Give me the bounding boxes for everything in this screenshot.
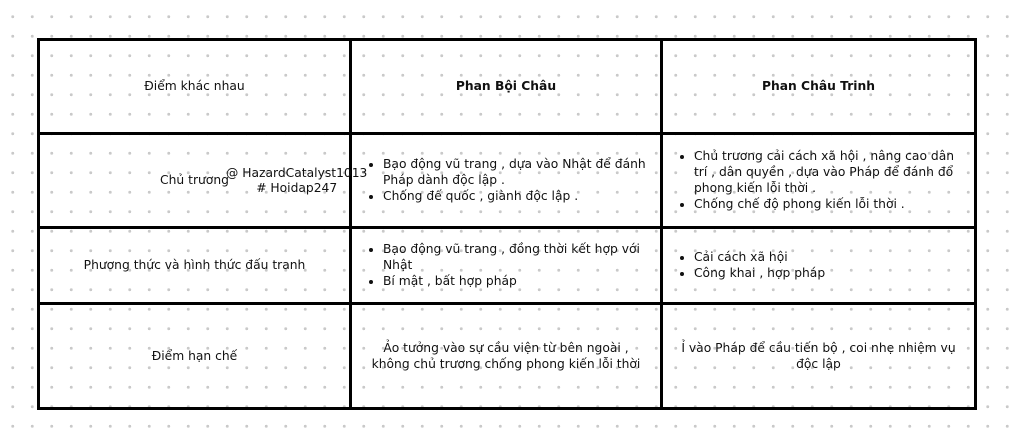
watermark-line-2: # Hoidap247 xyxy=(256,181,338,196)
list-item: • Chủ trương cải cách xã hội , nâng cao dân trí , dân quyền , dựa vào Pháp để đánh đổ phong kiến lỗi thời . xyxy=(694,148,962,196)
bullet-list xyxy=(675,249,962,281)
comparison-table xyxy=(37,38,977,410)
table-row xyxy=(39,133,976,227)
pbc-cell xyxy=(350,133,661,227)
bullet-list xyxy=(364,241,648,289)
list-item: • Bí mật , bất hợp pháp xyxy=(383,273,648,289)
watermark-line-1: @ HazardCatalyst1013 xyxy=(226,166,368,181)
list-item: • Chống đế quốc , giành độc lập . xyxy=(383,188,648,204)
row-label-cell xyxy=(39,133,368,227)
pct-cell xyxy=(661,227,975,303)
pct-cell xyxy=(661,133,975,227)
list-item: • Bạo động vũ trang , dựa vào Nhật để đánh Pháp dành độc lập . xyxy=(383,156,648,188)
pct-cell: Ỉ vào Pháp để cầu tiến bộ , coi nhẹ nhiệm vụ độc lập xyxy=(661,303,975,408)
watermark xyxy=(226,166,367,196)
list-item: • Bạo động vũ trang , đồng thời kết hợp với Nhật xyxy=(383,241,648,273)
list-item: • Cải cách xã hội xyxy=(694,249,962,265)
pbc-cell xyxy=(350,227,661,303)
header-row xyxy=(39,40,976,134)
table-row xyxy=(39,227,976,303)
pbc-cell: Ảo tưởng vào sự cầu viện từ bên ngoài , không chủ trương chống phong kiến lỗi thời xyxy=(350,303,661,408)
header-cell-phan-boi-chau: Phan Bội Châu xyxy=(350,40,661,134)
list-item: • Công khai , hợp pháp xyxy=(694,265,962,281)
header-cell-criteria: Điểm khác nhau xyxy=(39,40,351,134)
row-label-cell: Phương thức và hình thức đấu tranh xyxy=(39,227,351,303)
header-cell-phan-chau-trinh: Phan Châu Trinh xyxy=(661,40,975,134)
row-label-cell: Điểm hạn chế xyxy=(39,303,351,408)
table-row xyxy=(39,303,976,408)
label-with-watermark xyxy=(160,166,368,196)
bullet-list xyxy=(364,156,648,204)
list-item: • Chống chế độ phong kiến lỗi thời . xyxy=(694,196,962,212)
bullet-list xyxy=(675,148,962,212)
row-label: Chủ trương xyxy=(160,173,229,188)
